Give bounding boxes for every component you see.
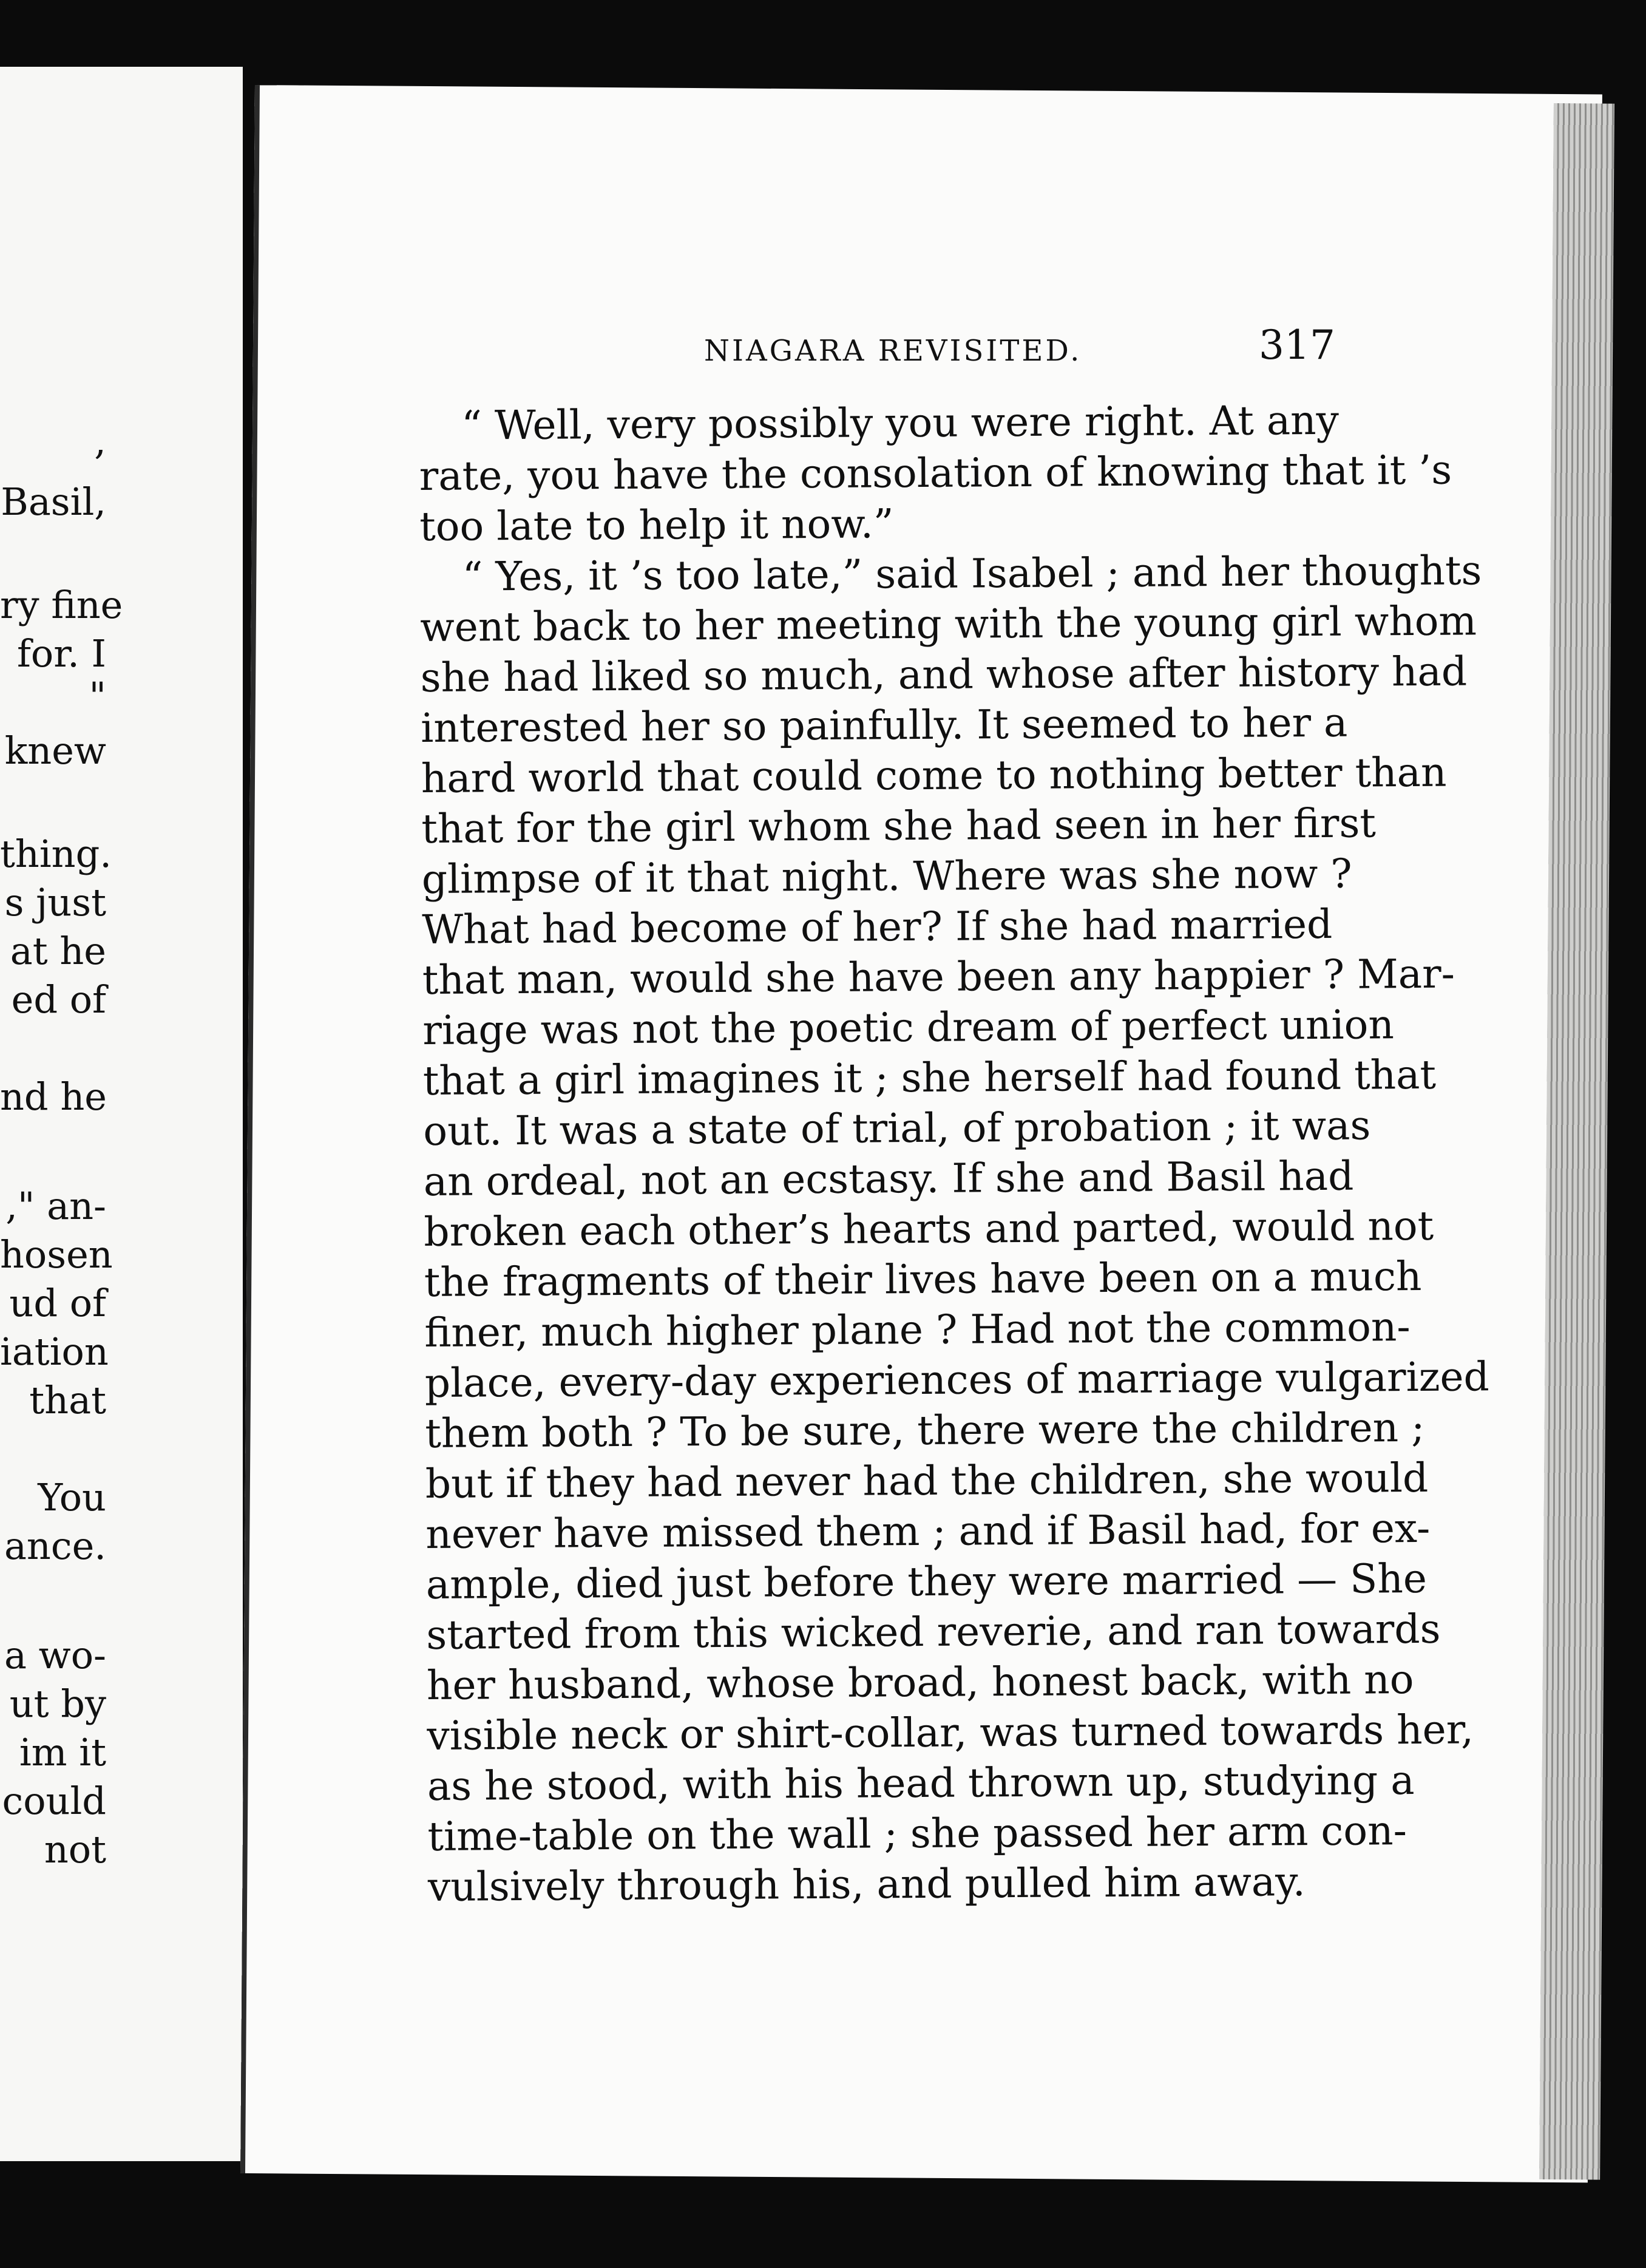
left-page-line: could	[2, 1779, 106, 1823]
left-page-line: ," an-	[5, 1184, 106, 1228]
text-line: time-table on the wall ; she passed her arm con-	[427, 1807, 1407, 1860]
text-line: interested her so painfully. It seemed to her a	[421, 699, 1348, 752]
text-line: she had liked so much, and whose after history had	[420, 648, 1468, 701]
text-line: broken each other’s hearts and parted, would not	[424, 1202, 1434, 1255]
text-line: that man, would she have been any happier ? Mar-	[422, 950, 1455, 1003]
text-line: but if they had never had the children, she would	[425, 1454, 1429, 1507]
left-page-line: ut by	[9, 1682, 106, 1726]
text-line: vulsively through his, and pulled him away.	[427, 1858, 1306, 1910]
text-line: as he stood, with his head thrown up, studying a	[427, 1757, 1415, 1810]
text-line: too late to help it now.”	[419, 500, 894, 550]
text-line: glimpse of it that night. Where was she now ?	[421, 850, 1352, 903]
left-page-line: thing.	[0, 832, 112, 876]
left-page-line: You	[38, 1475, 106, 1519]
text-line: place, every-day experiences of marriage vulgarized	[424, 1353, 1490, 1407]
running-head	[443, 316, 1335, 370]
text-line: What had become of her? If she had married	[422, 900, 1333, 953]
text-line: her husband, whose broad, honest back, with no	[426, 1656, 1414, 1709]
left-page-line: at he	[10, 929, 106, 973]
body-text	[419, 395, 1490, 1912]
text-line: started from this wicked reverie, and ran towards	[426, 1605, 1441, 1659]
text-line: riage was not the poetic dream of perfect union	[422, 1001, 1395, 1054]
left-page-line: iation	[0, 1329, 109, 1374]
left-page-line: "	[89, 674, 106, 718]
left-page-line: ance.	[4, 1524, 106, 1568]
text-line: out. It was a state of trial, of probation ; it was	[423, 1102, 1371, 1155]
left-page-line: s just	[4, 880, 106, 925]
text-line: visible neck or shirt-collar, was turned towards her,	[427, 1706, 1474, 1759]
left-page-line: knew	[4, 728, 106, 773]
left-page-line: a wo-	[4, 1633, 106, 1677]
left-page-line: Basil,	[1, 480, 106, 524]
left-page-line: hosen	[0, 1232, 113, 1277]
text-line: rate, you have the consolation of knowing that it ’s	[419, 446, 1452, 500]
left-page-line: ,	[94, 419, 106, 463]
left-page-line: ry fine	[0, 583, 123, 627]
text-line: went back to her meeting with the young girl whom	[420, 597, 1477, 651]
left-page-line: ed of	[11, 977, 106, 1022]
text-line: the fragments of their lives have been on a much	[424, 1252, 1422, 1306]
text-line: “ Yes, it ’s too late,” said Isabel ; and her thoughts	[462, 547, 1482, 600]
text-line: that for the girl whom she had seen in her first	[421, 800, 1377, 852]
text-line: ample, died just before they were married — She	[425, 1555, 1428, 1608]
text-line: an ordeal, not an ecstasy. If she and Basil had	[423, 1152, 1354, 1205]
left-page-line: that	[29, 1378, 106, 1422]
text-line: that a girl imagines it ; she herself had found that	[422, 1051, 1437, 1104]
left-page-line: im it	[19, 1730, 106, 1774]
page-number: 317	[1259, 322, 1335, 368]
text-line: finer, much higher plane ? Had not the common-	[424, 1303, 1411, 1356]
running-head-title: NIAGARA REVISITED.	[704, 334, 1082, 368]
text-line: “ Well, very possibly you were right. At any	[461, 396, 1339, 449]
left-page-line: nd he	[0, 1075, 107, 1119]
text-line: them both ? To be sure, there were the children ;	[425, 1404, 1425, 1457]
left-page-line: ud of	[9, 1281, 106, 1325]
left-page-line: not	[44, 1827, 106, 1872]
left-page-line: for. I	[16, 631, 106, 676]
text-line: never have missed them ; and if Basil had, for ex-	[425, 1504, 1431, 1558]
text-line: hard world that could come to nothing better than	[421, 749, 1447, 802]
